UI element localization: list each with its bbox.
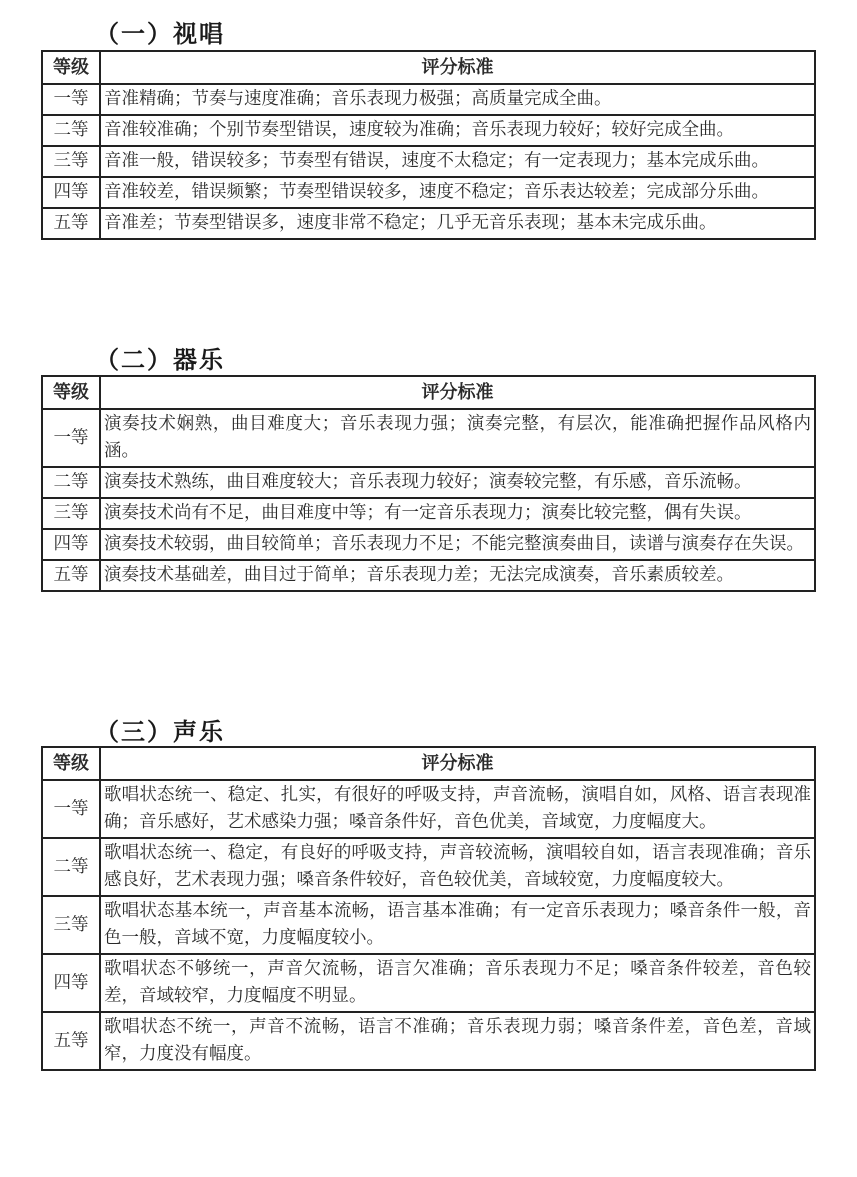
criteria-cell: 演奏技术较弱，曲目较简单；音乐表现力不足；不能完整演奏曲目，读谱与演奏存在失误。 — [100, 529, 815, 560]
section-title-instrumental: （二）器乐 — [95, 346, 225, 374]
section-title-vocal: （三）声乐 — [95, 718, 225, 746]
criteria-cell: 歌唱状态基本统一，声音基本流畅，语言基本准确；有一定音乐表现力；嗓音条件一般，音色一般，音域不宽，力度幅度较小。 — [100, 896, 815, 954]
level-cell: 四等 — [42, 177, 100, 208]
table-row — [42, 467, 815, 498]
table-row — [42, 115, 815, 146]
table-header-row — [42, 376, 815, 409]
column-header-level: 等级 — [42, 747, 100, 780]
criteria-cell: 歌唱状态不统一，声音不流畅，语言不准确；音乐表现力弱；嗓音条件差，音色差，音域窄，力度没有幅度。 — [100, 1012, 815, 1070]
criteria-cell: 歌唱状态统一、稳定、扎实，有很好的呼吸支持，声音流畅，演唱自如，风格、语言表现准确；音乐感好，艺术感染力强；嗓音条件好，音色优美，音域宽，力度幅度大。 — [100, 780, 815, 838]
table-row — [42, 838, 815, 896]
level-cell: 三等 — [42, 498, 100, 529]
level-cell: 四等 — [42, 954, 100, 1012]
criteria-cell: 音准差；节奏型错误多，速度非常不稳定；几乎无音乐表现；基本未完成乐曲。 — [100, 208, 815, 239]
level-cell: 一等 — [42, 780, 100, 838]
table-header-row — [42, 747, 815, 780]
column-header-criteria: 评分标准 — [100, 51, 815, 84]
criteria-cell: 演奏技术熟练，曲目难度较大；音乐表现力较好；演奏较完整，有乐感，音乐流畅。 — [100, 467, 815, 498]
level-cell: 五等 — [42, 208, 100, 239]
criteria-cell: 演奏技术娴熟，曲目难度大；音乐表现力强；演奏完整，有层次，能准确把握作品风格内涵。 — [100, 409, 815, 467]
level-cell: 五等 — [42, 560, 100, 591]
column-header-criteria: 评分标准 — [100, 376, 815, 409]
level-cell: 一等 — [42, 84, 100, 115]
table-row — [42, 896, 815, 954]
table-row — [42, 208, 815, 239]
level-cell: 一等 — [42, 409, 100, 467]
criteria-table-vocal — [41, 746, 816, 1071]
level-cell: 二等 — [42, 115, 100, 146]
table-header-row — [42, 51, 815, 84]
criteria-table-sight-singing — [41, 50, 816, 240]
criteria-cell: 音准较差，错误频繁；节奏型错误较多，速度不稳定；音乐表达较差；完成部分乐曲。 — [100, 177, 815, 208]
criteria-cell: 歌唱状态不够统一，声音欠流畅，语言欠准确；音乐表现力不足；嗓音条件较差，音色较差，音域较窄，力度幅度不明显。 — [100, 954, 815, 1012]
level-cell: 二等 — [42, 838, 100, 896]
criteria-cell: 演奏技术基础差，曲目过于简单；音乐表现力差；无法完成演奏，音乐素质较差。 — [100, 560, 815, 591]
criteria-cell: 歌唱状态统一、稳定，有良好的呼吸支持，声音较流畅，演唱较自如，语言表现准确；音乐感良好，艺术表现力强；嗓音条件较好，音色较优美，音域较宽，力度幅度较大。 — [100, 838, 815, 896]
section-title-sight-singing: （一）视唱 — [95, 20, 225, 48]
criteria-table-instrumental — [41, 375, 816, 592]
table-row — [42, 529, 815, 560]
criteria-cell: 音准精确；节奏与速度准确；音乐表现力极强；高质量完成全曲。 — [100, 84, 815, 115]
table-row — [42, 498, 815, 529]
criteria-cell: 音准一般，错误较多；节奏型有错误，速度不太稳定；有一定表现力；基本完成乐曲。 — [100, 146, 815, 177]
table-row — [42, 146, 815, 177]
table-row — [42, 409, 815, 467]
table-row — [42, 177, 815, 208]
criteria-cell: 演奏技术尚有不足，曲目难度中等；有一定音乐表现力；演奏比较完整，偶有失误。 — [100, 498, 815, 529]
column-header-level: 等级 — [42, 376, 100, 409]
level-cell: 五等 — [42, 1012, 100, 1070]
level-cell: 三等 — [42, 146, 100, 177]
level-cell: 四等 — [42, 529, 100, 560]
column-header-level: 等级 — [42, 51, 100, 84]
criteria-cell: 音准较准确；个别节奏型错误，速度较为准确；音乐表现力较好；较好完成全曲。 — [100, 115, 815, 146]
table-row — [42, 780, 815, 838]
table-row — [42, 560, 815, 591]
level-cell: 三等 — [42, 896, 100, 954]
table-row — [42, 84, 815, 115]
table-row — [42, 954, 815, 1012]
level-cell: 二等 — [42, 467, 100, 498]
table-row — [42, 1012, 815, 1070]
column-header-criteria: 评分标准 — [100, 747, 815, 780]
